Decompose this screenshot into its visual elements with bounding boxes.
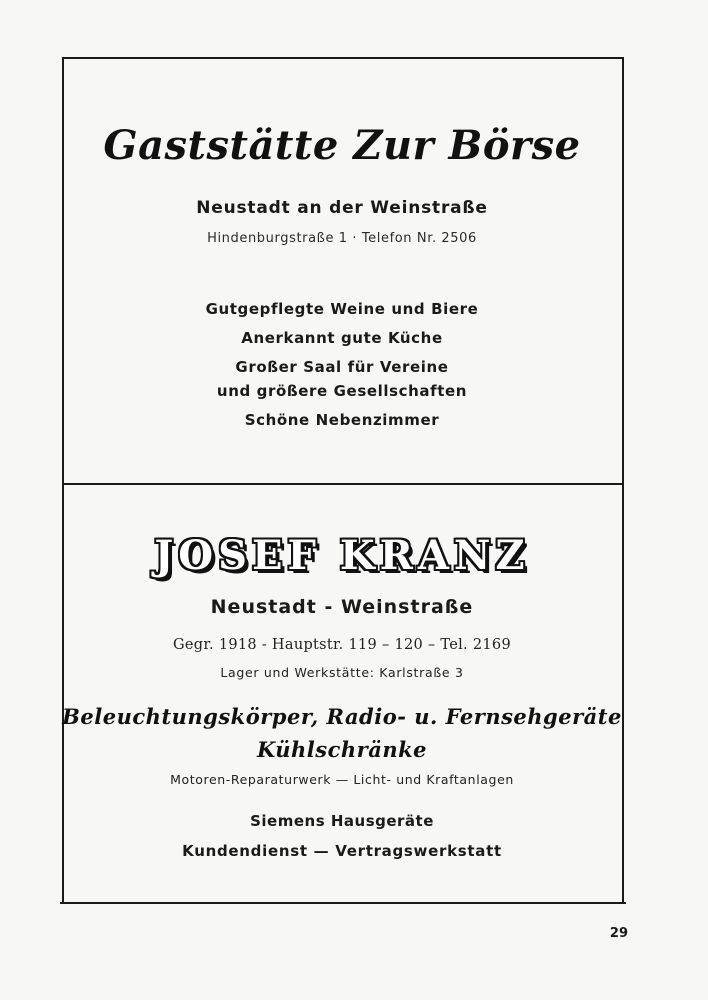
- frame-middle-line: [62, 483, 624, 485]
- ad2-brand: Siemens Hausgeräte: [250, 812, 434, 830]
- ad2-services: Motoren-Reparaturwerk — Licht- und Kraftanlagen: [170, 772, 514, 787]
- ad1-address: Hindenburgstraße 1 · Telefon Nr. 2506: [207, 231, 477, 246]
- ad1-feature: Anerkannt gute Küche: [241, 329, 443, 347]
- ad1-feature: Gutgepflegte Weine und Biere: [205, 300, 479, 318]
- ad2-service-line: Kundendienst — Vertragswerkstatt: [182, 842, 502, 860]
- frame-top-line: [62, 57, 624, 59]
- ad2-city: Neustadt - Weinstraße: [210, 596, 474, 618]
- ad1-feature: Schöne Nebenzimmer: [244, 411, 440, 429]
- ad2-products-line2: Kühlschränke: [256, 737, 428, 762]
- ad2-products-line1: Beleuchtungskörper, Radio- u. Fernsehgeräte: [62, 704, 622, 729]
- ad2-address: Gegr. 1918 - Hauptstr. 119 – 120 – Tel. 2169: [173, 637, 511, 653]
- ad2-warehouse: Lager und Werkstätte: Karlstraße 3: [220, 665, 464, 680]
- ad1-title: Gaststätte Zur Börse: [103, 122, 581, 169]
- frame-right-line: [622, 57, 624, 903]
- ad1-city: Neustadt an der Weinstraße: [196, 198, 488, 218]
- frame-bottom-line: [60, 902, 626, 904]
- ad1-feature: Großer Saal für Vereine: [235, 358, 449, 376]
- page-number: 29: [609, 926, 628, 941]
- ad2-title: JOSEF KRANZ: [154, 532, 530, 579]
- ad1-feature: und größere Gesellschaften: [216, 382, 468, 400]
